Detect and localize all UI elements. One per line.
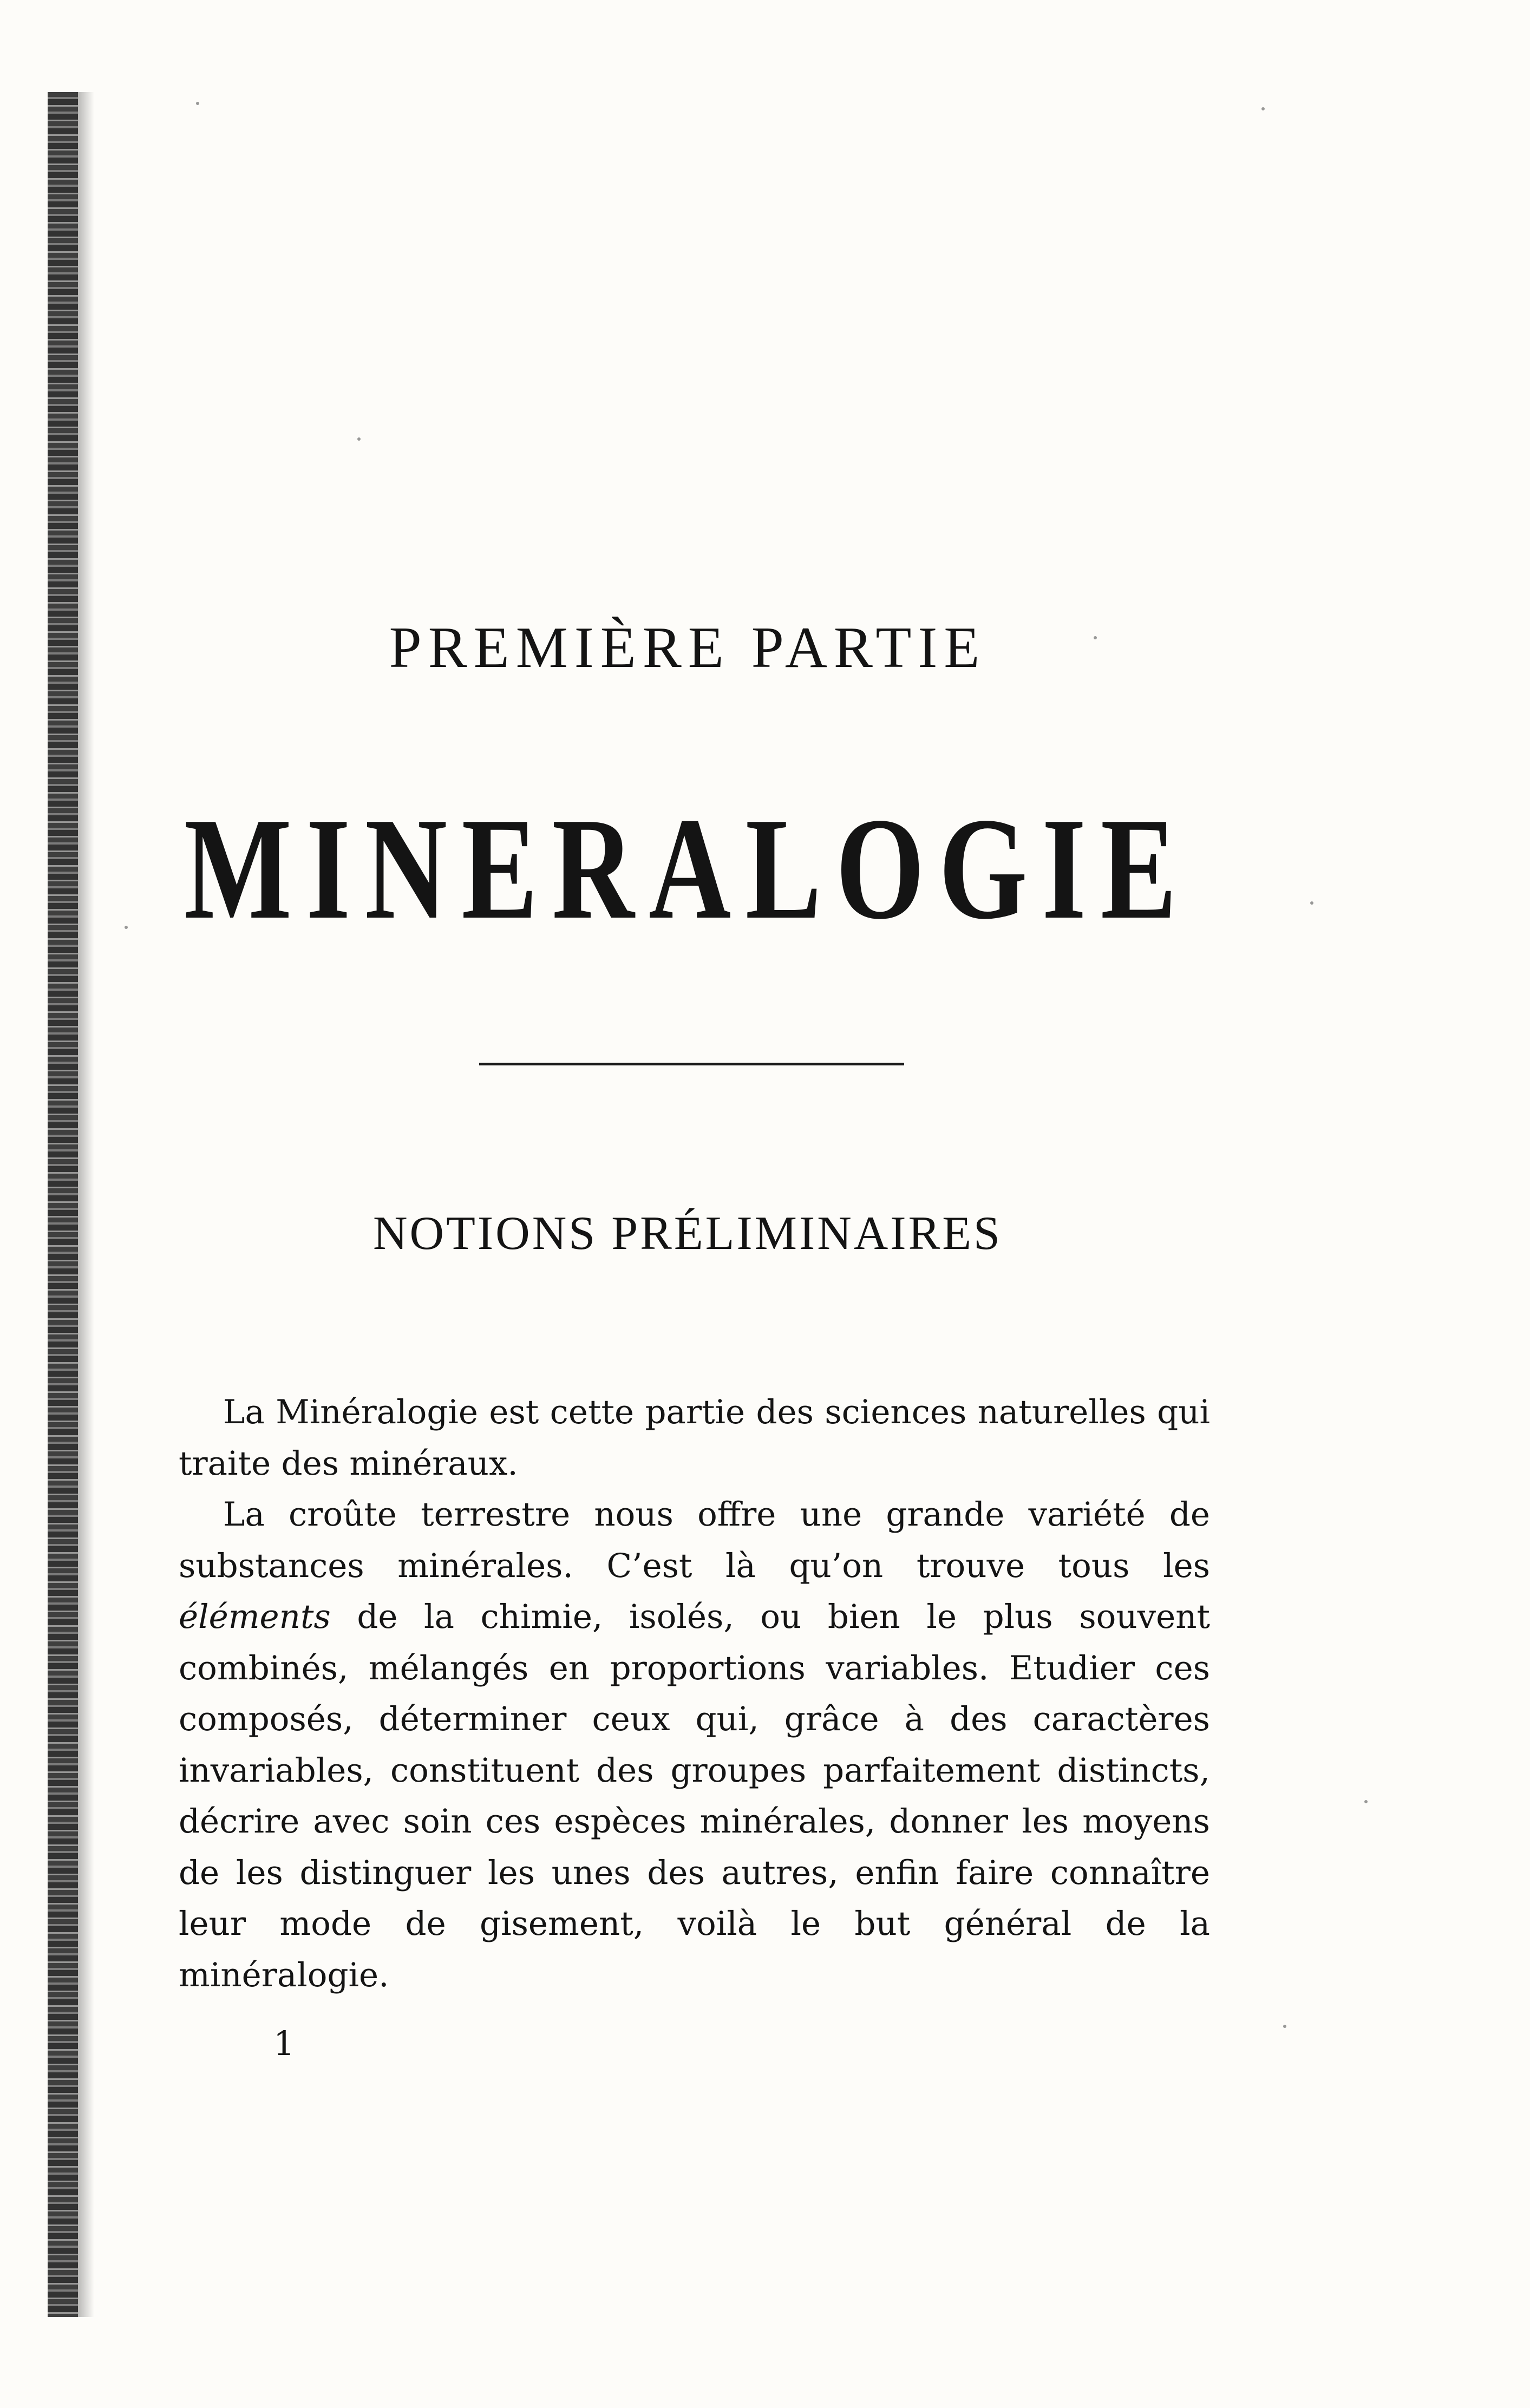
scan-speck xyxy=(1310,901,1313,905)
body-text xyxy=(179,1387,1210,2001)
paragraph-2-text-before: La croûte terrestre nous offre une grande variété de substances minérales. C’est là qu’on trouve tous les xyxy=(179,1495,1210,1585)
scan-speck xyxy=(1261,107,1265,110)
paragraph-1-text: La Minéralogie est cette partie des sciences naturelles qui traite des minéraux. xyxy=(179,1393,1210,1483)
scan-speck xyxy=(125,926,128,929)
scan-speck xyxy=(1094,636,1097,639)
book-binding-edge xyxy=(48,92,78,2317)
paragraph-1 xyxy=(179,1387,1210,1489)
section-title: NOTIONS PRÉLIMINAIRES xyxy=(373,1207,1002,1260)
paragraph-2-emphasis: éléments xyxy=(179,1598,331,1636)
page-number: 1 xyxy=(273,2024,295,2063)
title-divider-rule xyxy=(479,1063,904,1065)
main-title: MINERALOGIE xyxy=(184,788,1191,950)
paragraph-2 xyxy=(179,1489,1210,2001)
scan-speck xyxy=(1283,2025,1286,2028)
part-title: PREMIÈRE PARTIE xyxy=(389,616,986,680)
scan-speck xyxy=(357,437,361,441)
binding-shadow xyxy=(78,92,94,2317)
scan-speck xyxy=(1364,1800,1368,1803)
scan-speck xyxy=(196,102,199,105)
paragraph-2-text-after: de la chimie, isolés, ou bien le plus souvent combinés, mélangés en proportions variables. Etudier ces composés, déterminer ceux qui, grâce à des caractères invariables, constituent des groupes parfaitement distincts, décrire avec soin ces espèces minérales, donner les moyens de les distinguer les unes des autres, enfin faire connaître leur mode de gisement, voilà le but général de la minéralogie. xyxy=(179,1598,1210,1994)
